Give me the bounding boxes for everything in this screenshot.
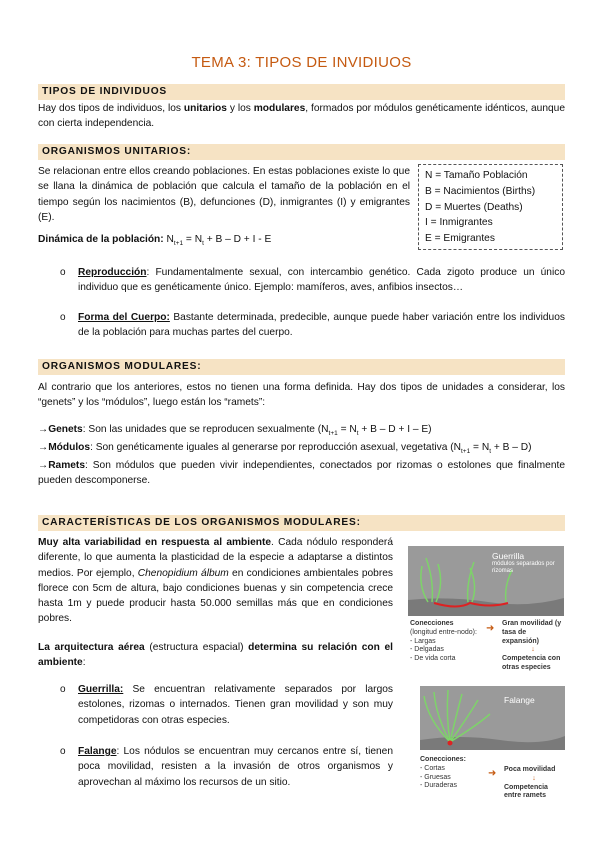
caption-item: - Largas bbox=[410, 637, 436, 645]
falange-illustration bbox=[420, 686, 565, 750]
legend-item: I = Inmigrantes bbox=[425, 217, 493, 229]
guerrilla-figure bbox=[408, 546, 564, 616]
legend-item: E = Emigrantes bbox=[425, 233, 495, 245]
modulos-line: →Módulos: Son genéticamente iguales al generarse por reproducción asexual, vegetativa $(N_{t+1} = N_t + B - D)$ bbox=[38, 442, 532, 456]
dynamics-formula: Dinámica de la población: $N_{t+1} = N_t + B - D + I - E$ bbox=[38, 234, 272, 248]
falange-caption-left bbox=[420, 756, 490, 791]
caption-item: Competencia con otras especies bbox=[502, 655, 561, 671]
caption-item: Gran movilidad (y tasa de expansión) bbox=[502, 620, 562, 645]
falange-figure bbox=[420, 686, 565, 750]
legend-box bbox=[418, 164, 563, 250]
ramets-line: →Ramets: Son módulos que pueden vivir independientes, conectados por rizomas o estolones que finalmente pueden descomponerse. bbox=[38, 460, 565, 487]
down-arrow-icon: ↓ bbox=[532, 774, 536, 782]
heading-caracteristicas: CARACTERÍSTICAS DE LOS ORGANISMOS MODULARES: bbox=[42, 517, 361, 528]
guerrilla-fig-title: Guerrilla bbox=[492, 551, 525, 561]
variabilidad-paragraph: Muy alta variabilidad en respuesta al ambiente. Cada nódulo responderá diferente, lo que aumenta la plasticidad de la especie a adaptarse a distintos medios. Por ejemplo, Chenopidium álbum en condiciones ambientales pobres florece con 5cm de altura, bajo condiciones buenas y sin competencia crece hasta 1m y puede producir hasta 50.000 semillas más que en condiciones pobres. bbox=[38, 537, 393, 625]
bullet-guerrilla: Guerrilla: Se encuentran relativamente separados por largos estolones, rizomas o internados. Tienen gran movilidad y son muy competidoras con otras especies. bbox=[78, 684, 393, 726]
guerrilla-caption-right bbox=[502, 620, 564, 673]
caption-item: - De vida corta bbox=[410, 655, 456, 662]
caption-heading: Conecciones bbox=[410, 620, 454, 627]
bullet-mark: o bbox=[60, 267, 66, 278]
bullet-mark: o bbox=[60, 312, 66, 323]
guerrilla-fig-sub: módulos separados por rizomas bbox=[492, 561, 555, 574]
legend-item: B = Nacimientos (Births) bbox=[425, 185, 536, 197]
caption-item: Poca movilidad bbox=[504, 766, 556, 773]
legend-item: D = Muertes (Deaths) bbox=[425, 201, 523, 213]
bullet-mark: o bbox=[60, 684, 66, 695]
caption-sub: (longitud entre-nodo): bbox=[410, 628, 477, 636]
bullet-forma-cuerpo: Forma del Cuerpo: Bastante determinada, predecible, aunque puede haber variación entre los individuos de la población para muchas partes del cuerpo. bbox=[78, 312, 565, 339]
heading-tipos: TIPOS DE INDIVIDUOS bbox=[42, 86, 168, 97]
caption-heading: Conecciones: bbox=[420, 756, 466, 763]
page-title: TEMA 3: TIPOS DE INVIDIUOS bbox=[191, 54, 412, 71]
caption-item: - Gruesas bbox=[420, 773, 451, 781]
heading-unitarios: ORGANISMOS UNITARIOS: bbox=[42, 146, 192, 157]
guerrilla-caption-left bbox=[410, 620, 486, 664]
falange-fig-title: Falange bbox=[504, 695, 535, 705]
falange-caption-right bbox=[504, 766, 564, 801]
caption-item: - Cortas bbox=[420, 764, 445, 772]
arquitectura-paragraph: La arquitectura aérea (estructura espacial) determina su relación con el ambiente: bbox=[38, 642, 393, 669]
caption-item: Competencia entre ramets bbox=[504, 783, 548, 800]
bullet-reproduccion: Reproducción: Fundamentalmente sexual, con intercambio genético. Cada zigoto produce un único individuo que es genéticamente único. Ejemplo: mamíferos, aves, anfibios insectos… bbox=[78, 267, 565, 294]
down-arrow-icon: ↓ bbox=[531, 646, 535, 654]
arrow-icon: ➜ bbox=[488, 768, 497, 779]
arrow-icon: ➜ bbox=[486, 623, 495, 634]
legend-item: N = Tamaño Población bbox=[425, 170, 528, 181]
caption-item: - Delgadas bbox=[410, 646, 444, 654]
genets-line: →Genets: Son las unidades que se reproducen sexualmente $(N_{t+1} = N_t + B - D + I - E)$ bbox=[38, 424, 432, 438]
bullet-falange: Falange: Los nódulos se encuentran muy cercanos entre sí, tienen poca movilidad, resisten a la invasión de otros organismos y aprovechan al máximo los recursos de un sitio. bbox=[78, 746, 393, 788]
heading-modulares: ORGANISMOS MODULARES: bbox=[42, 361, 202, 372]
bullet-mark: o bbox=[60, 746, 66, 757]
guerrilla-illustration bbox=[408, 546, 564, 616]
caption-item: - Duraderas bbox=[420, 782, 457, 790]
modulares-intro: Al contrario que los anteriores, estos no tienen una forma definida. Hay dos tipos de unidades a considerar, los “genets” y los “módulos”, luego están los “ramets”: bbox=[38, 382, 565, 409]
intro-paragraph: Hay dos tipos de individuos, los unitarios y los modulares, formados por módulos genéticamente idénticos, aunque con cierta independencia. bbox=[38, 103, 566, 130]
unitarios-intro: Se relacionan entre ellos creando poblaciones. En estas poblaciones existe lo que se llana la dinámica de población que calcula el tamaño de la población en el tiempo según los nacimientos (B), defunciones (D), inmigrantes (I) y emigrantes (E). bbox=[38, 166, 410, 223]
